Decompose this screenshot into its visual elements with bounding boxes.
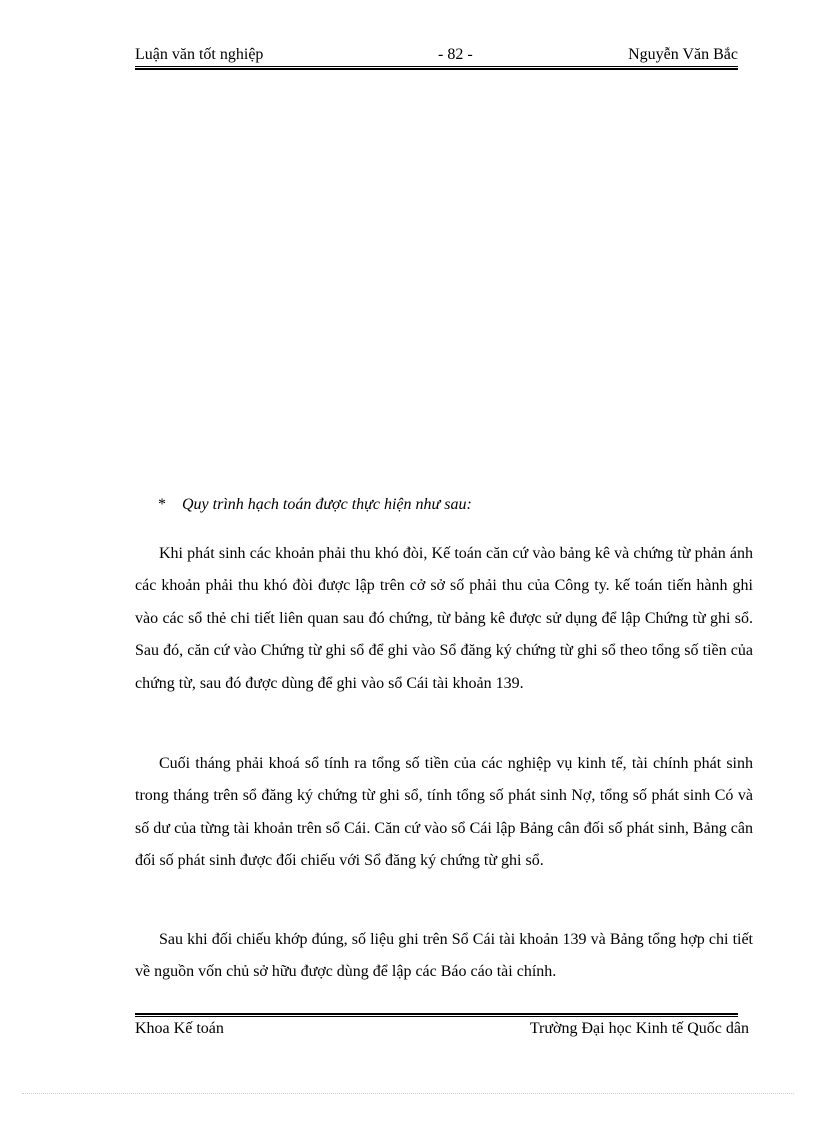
footer-rule-thin	[135, 1016, 738, 1017]
footer-faculty: Khoa Kế toán	[135, 1020, 224, 1037]
bullet-mark: *	[158, 496, 166, 513]
section-heading	[158, 496, 472, 514]
page-footer	[135, 1020, 749, 1042]
paragraph-2: Cuối tháng phải khoá sổ tính ra tổng số tiền của các nghiệp vụ kinh tế, tài chính phát sinh trong tháng trên sổ đăng ký chứng từ ghi sổ, tính tổng số phát sinh Nợ, tổng số phát sinh Có và số dư của từng tài khoản trên sổ Cái. Căn cứ vào sổ Cái lập Bảng cân đối số phát sinh, Bảng cân đối số phát sinh được đối chiếu với Sổ đăng ký chứng từ ghi sổ.	[135, 755, 753, 870]
page-bottom-edge	[22, 1093, 794, 1094]
paragraph-1: Khi phát sinh các khoản phải thu khó đòi, Kế toán căn cứ vào bảng kê và chứng từ phản ánh các khoản phải thu khó đòi được lập trên cở sở số phải thu của Công ty. kế toán tiến hành ghi vào các sổ thẻ chi tiết liên quan sau đó chứng, từ bảng kê được sử dụng để lập Chứng từ ghi sổ. Sau đó, căn cứ vào Chứng từ ghi sổ để ghi vào Sổ đăng ký chứng từ ghi sổ theo tổng số tiền của chứng từ, sau đó được dùng để ghi vào sổ Cái tài khoản 139.	[135, 545, 753, 692]
header-rule-thin	[135, 66, 738, 67]
header-page-number: - 82 -	[438, 46, 473, 63]
section-heading-text: Quy trình hạch toán được thực hiện như sau:	[182, 496, 472, 513]
paragraph-3: Sau khi đối chiếu khớp đúng, số liệu ghi trên Sổ Cái tài khoản 139 và Bảng tổng hợp chi tiết về nguồn vốn chủ sở hữu được dùng để lập các Báo cáo tài chính.	[135, 931, 753, 981]
header-thesis-label: Luận văn tốt nghiệp	[135, 46, 264, 63]
footer-rule-thick	[135, 1013, 738, 1015]
page-header	[135, 46, 738, 68]
footer-university: Trường Đại học Kinh tế Quốc dân	[529, 1020, 749, 1037]
header-author-name: Nguyễn Văn Bắc	[628, 46, 738, 63]
header-rule-thick	[135, 68, 738, 70]
